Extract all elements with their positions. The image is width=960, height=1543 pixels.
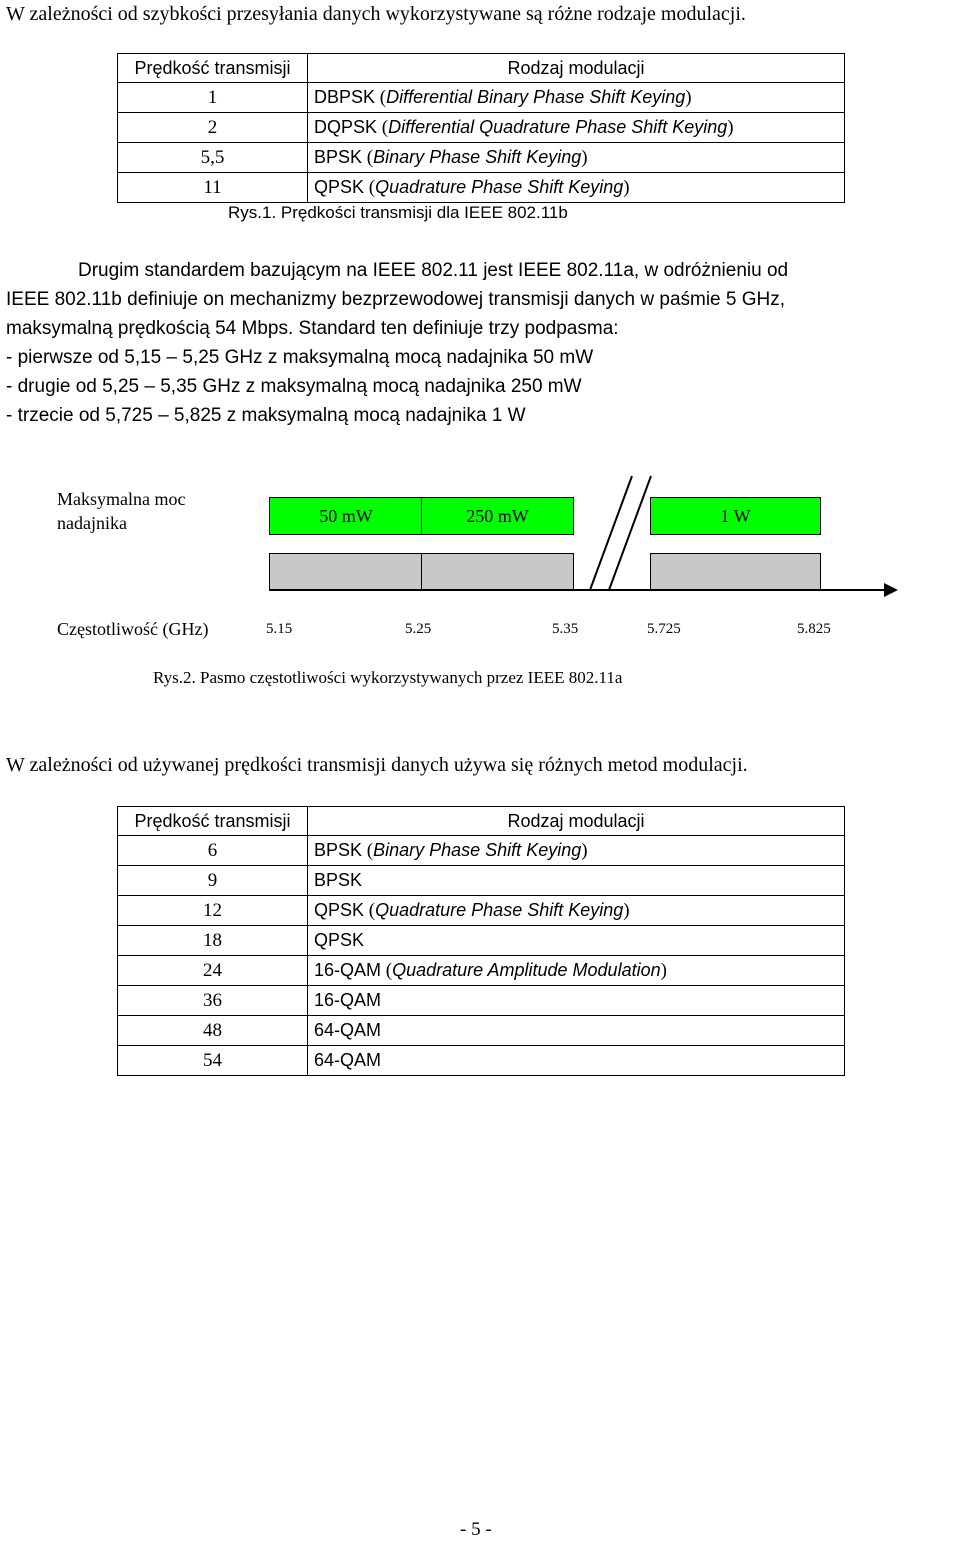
modulation-abbr: 64-QAM	[314, 1050, 382, 1070]
table-row	[118, 143, 845, 173]
band-250mw: 250 mW	[421, 497, 574, 535]
modulation-cell	[308, 1046, 845, 1076]
modulation-abbr: 16-QAM	[314, 960, 382, 980]
modulation-cell	[308, 986, 845, 1016]
table-row	[118, 1046, 845, 1076]
frequency-axis	[0, 470, 960, 610]
table-row	[118, 986, 845, 1016]
modulation-cell: QPSK (Quadrature Phase Shift Keying)	[308, 896, 845, 926]
rate-cell: 9	[118, 866, 308, 896]
table-header-modulation: Rodzaj modulacji	[308, 807, 845, 836]
modulation-cell	[308, 1016, 845, 1046]
modulation-abbr: BPSK	[314, 147, 363, 167]
axis-arrow-icon	[884, 583, 898, 597]
modulation-abbr: 16-QAM	[314, 990, 382, 1010]
modulation-cell: 16-QAM (Quadrature Amplitude Modulation)	[308, 956, 845, 986]
table-row	[118, 866, 845, 896]
paragraph-line: maksymalną prędkością 54 Mbps. Standard ten definiuje trzy podpasma:	[6, 318, 619, 339]
table-row	[118, 836, 845, 866]
rate-cell: 48	[118, 1016, 308, 1046]
rate-cell: 6	[118, 836, 308, 866]
modulation-table-80211a	[117, 806, 845, 1076]
modulation-abbr: QPSK	[314, 177, 365, 197]
tick-label: 5.25	[405, 621, 432, 637]
modulation-cell: BPSK (Binary Phase Shift Keying)	[308, 143, 845, 173]
modulation-abbr: BPSK	[314, 870, 363, 890]
table-row	[118, 173, 845, 203]
table-row	[118, 896, 845, 926]
modulation-abbr: 64-QAM	[314, 1020, 382, 1040]
modulation-cell	[308, 866, 845, 896]
tick-label: 5.15	[266, 621, 293, 637]
modulation-full-name: Quadrature Amplitude Modulation	[392, 960, 661, 980]
rate-cell: 18	[118, 926, 308, 956]
table-row	[118, 113, 845, 143]
modulation-abbr: DBPSK	[314, 87, 376, 107]
rate-cell: 12	[118, 896, 308, 926]
table-header-modulation: Rodzaj modulacji	[308, 54, 845, 83]
modulation-abbr: QPSK	[314, 930, 365, 950]
tick-label: 5.725	[647, 621, 681, 637]
power-label: Maksymalna moc nadajnika	[57, 489, 186, 533]
paragraph-line: - trzecie od 5,725 – 5,825 z maksymalną mocą nadajnika 1 W	[6, 405, 526, 426]
table-row	[118, 1016, 845, 1046]
modulation-full-name: Binary Phase Shift Keying	[373, 840, 582, 860]
rate-cell: 24	[118, 956, 308, 986]
modulation-full-name: Quadrature Phase Shift Keying	[375, 900, 624, 920]
rate-cell: 5,5	[118, 143, 308, 173]
modulation-cell: QPSK (Quadrature Phase Shift Keying)	[308, 173, 845, 203]
intro-text-2: W zależności od używanej prędkości transmisji danych używa się różnych metod modulacji.	[6, 754, 748, 776]
rate-cell: 36	[118, 986, 308, 1016]
frequency-label: Częstotliwość (GHz)	[57, 619, 209, 639]
tick-label: 5.35	[552, 621, 579, 637]
page-number: - 5 -	[460, 1519, 492, 1540]
modulation-cell: DBPSK (Differential Binary Phase Shift Keying)	[308, 83, 845, 113]
rate-cell: 1	[118, 83, 308, 113]
table-row	[118, 83, 845, 113]
rate-cell: 54	[118, 1046, 308, 1076]
modulation-cell: DQPSK (Differential Quadrature Phase Shift Keying)	[308, 113, 845, 143]
modulation-full-name: Differential Binary Phase Shift Keying	[386, 87, 686, 107]
paragraph-80211a	[6, 256, 788, 430]
modulation-abbr: BPSK	[314, 840, 363, 860]
figure-caption-1: Rys.1. Prędkości transmisji dla IEEE 802.11b	[228, 203, 568, 222]
figure-caption-2: Rys.2. Pasmo częstotliwości wykorzystywanych przez IEEE 802.11a	[153, 668, 623, 687]
paragraph-line: - pierwsze od 5,15 – 5,25 GHz z maksymalną mocą nadajnika 50 mW	[6, 347, 594, 368]
modulation-full-name: Quadrature Phase Shift Keying	[375, 177, 624, 197]
band-50mw: 50 mW	[269, 497, 423, 535]
axis-break-line	[590, 476, 632, 590]
modulation-full-name: Binary Phase Shift Keying	[373, 147, 582, 167]
modulation-cell	[308, 926, 845, 956]
table-row	[118, 926, 845, 956]
modulation-abbr: QPSK	[314, 900, 365, 920]
intro-text: W zależności od szybkości przesyłania danych wykorzystywane są różne rodzaje modulacji.	[6, 3, 746, 25]
rate-cell: 2	[118, 113, 308, 143]
modulation-table-80211b	[117, 53, 845, 203]
rate-cell: 11	[118, 173, 308, 203]
axis-break-line	[609, 476, 651, 590]
tick-label: 5.825	[797, 621, 831, 637]
paragraph-line: IEEE 802.11b definiuje on mechanizmy bezprzewodowej transmisji danych w paśmie 5 GHz,	[6, 289, 786, 310]
modulation-cell: BPSK (Binary Phase Shift Keying)	[308, 836, 845, 866]
paragraph-line: - drugie od 5,25 – 5,35 GHz z maksymalną mocą nadajnika 250 mW	[6, 376, 582, 397]
table-row	[118, 956, 845, 986]
paragraph-line: Drugim standardem bazującym na IEEE 802.11 jest IEEE 802.11a, w odróżnieniu od	[78, 260, 789, 281]
table-header-rate: Prędkość transmisji	[118, 54, 308, 83]
modulation-full-name: Differential Quadrature Phase Shift Keying	[388, 117, 728, 137]
band-1w: 1 W	[650, 497, 821, 535]
modulation-abbr: DQPSK	[314, 117, 378, 137]
table-header-rate: Prędkość transmisji	[118, 807, 308, 836]
